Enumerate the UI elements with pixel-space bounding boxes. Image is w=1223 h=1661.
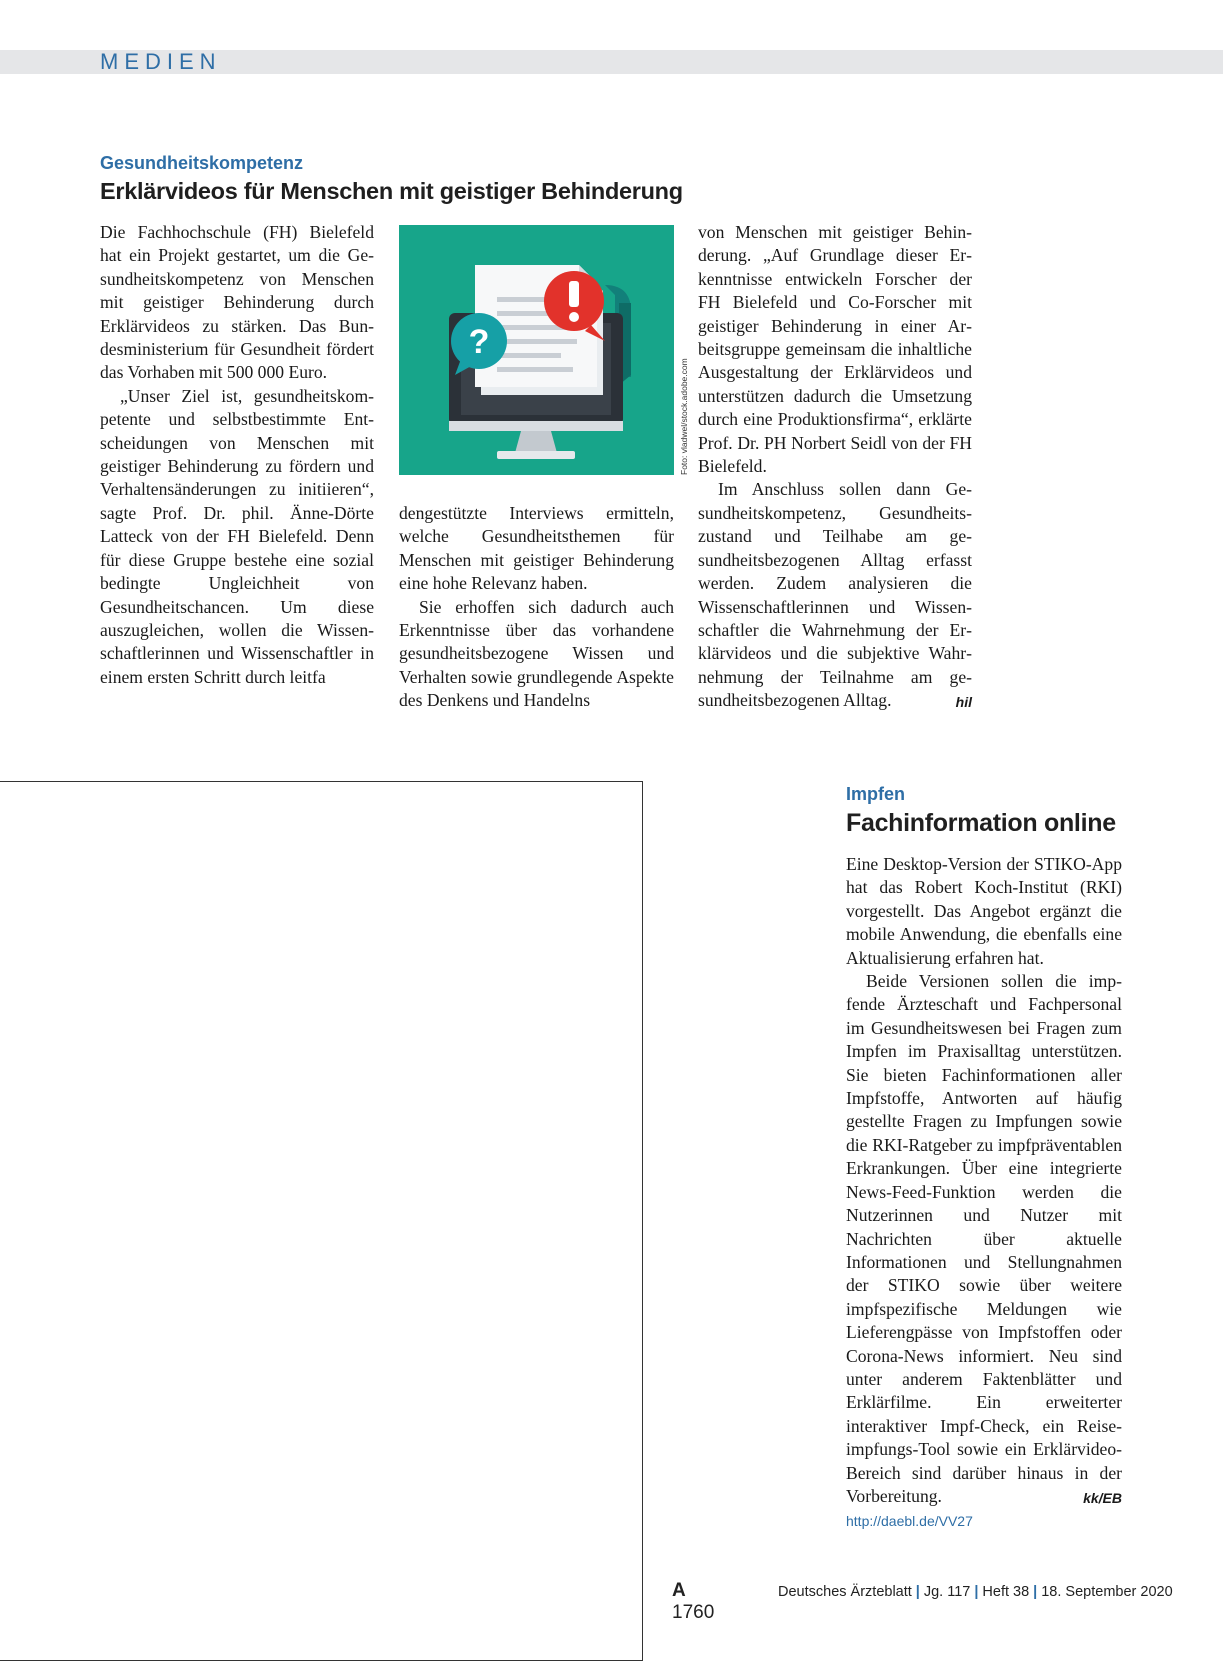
journal-issue: Heft 38 (982, 1584, 1030, 1600)
illustration-svg (399, 225, 674, 475)
article1-col1-paragraph: Die Fachhochschule (FH) Bielefeld hat ein Projekt gestartet, um die Gesundheitskompetenz von Menschen mit geistiger Behinderung durch Erklärvideos zu stärken. Das Bundesministerium für Gesundheit fördert das Vorhaben mit 500 000 Euro. (100, 222, 374, 383)
image-credit-text: Foto: vladwel/stock.adobe.com (679, 358, 689, 475)
page-number (672, 1580, 714, 1624)
journal-name: Deutsches Ärzteblatt (778, 1584, 912, 1600)
article2-kicker: Impfen (846, 784, 906, 804)
section-label: MEDIEN (100, 49, 222, 74)
article2-signature: kk/EB (1083, 1489, 1122, 1506)
article1-col2-paragraph: Sie erhoffen sich dadurch auch Erkenntnisse über das vorhandene gesundheitsbezogene Wissen und Verhalten sowie grundlegende Aspekte des Denkens und Handelns (399, 596, 674, 711)
article1-col3-paragraph (698, 478, 972, 712)
journal-info: Deutsches Ärzteblatt | Jg. 117 | Heft 38 | 18. September 2020 (778, 1584, 1173, 1600)
advertisement-frame (0, 781, 643, 1661)
article1-column-1 (100, 221, 374, 689)
article1-title: Erklärvideos für Menschen mit geistiger Behinderung (100, 178, 683, 204)
article1-col2-paragraph: dengestützte Interviews ermitteln, welche Gesundheitsthemen für Menschen mit geistiger Behinderung eine hohe Relevanz haben. (399, 503, 674, 594)
journal-volume: Jg. 117 (923, 1584, 971, 1600)
image-credit (677, 360, 691, 475)
article1-column-3 (698, 221, 972, 715)
svg-text:?: ? (468, 323, 490, 361)
article1-signature: hil (955, 694, 972, 711)
article2-paragraph (846, 970, 1122, 1508)
article1-kicker: Gesundheitskompetenz (100, 153, 304, 173)
article2-text: Beide Versionen sollen die impfende Ärzteschaft und Fachpersonal im Gesundheitswesen bei Fragen zum Impfen im Praxisalltag unterstützen. Sie bieten Fachinformationen aller Impfstoffe, Antworten auf häufig gestellte Fragen zu Impfungen sowie die RKI-Ratgeber zu impfpräventablen Erkrankungen. Über eine integrierte News-Feed-Funktion werden die Nutzerinnen und Nutzer mit Nachrichten über aktuelle Informationen und Stellungnahmen der STIKO sowie über weitere impfspezifische Meldungen wie Lieferengpässe von Impfstoffen oder Corona-News informiert. Neu sind unter anderem Faktenblätter und Erklärfilme. Ein erweiterter interaktiver Impf-Check, ein Reiseimpfungs-Tool sowie ein Erklärvideo-Bereich sind darüber hinaus in der Vorbereitung. (846, 971, 1122, 1506)
article1-col3-text: Im Anschluss sollen dann Gesundheitskompetenz, Gesundheitszustand und Teilhabe am gesundheitsbezogenen Alltag erfasst werden. Zudem analysieren die Wissenschaftlerinnen und Wissenschaftler die Wahrnehmung der Erklärvideos und die subjektive Wahrnehmung der Teilnahme am gesundheitsbezogenen Alltag. (698, 479, 972, 711)
article2-title: Fachinformation online (846, 809, 1116, 837)
article1-illustration (399, 225, 674, 475)
article2-column (846, 853, 1122, 1534)
article1-col3-paragraph: von Menschen mit geistiger Behinderung. „Auf Grundlage dieser Erkenntnisse entwickeln Forscher der FH Bielefeld und Co-Forscher mit geistiger Behinderung in einer Arbeitsgruppe gemeinsam die inhaltliche Ausgestaltung der Erklärvideos und unterstützen dadurch die Umsetzung durch eine Produktionsfirma“, erklärte Prof. Dr. PH Norbert Seidl von der FH Bielefeld. (698, 222, 972, 477)
article2-link[interactable]: http://daebl.de/VV27 (846, 1513, 973, 1530)
article1-col1-paragraph: „Unser Ziel ist, gesundheitskompetente und selbstbestimmte Entscheidungen von Menschen mit geistiger Behinderung zu fördern und Verhaltensänderungen zu initiieren“, sagte Prof. Dr. phil. Änne-Dörte Latteck von der FH Bielefeld. Denn für diese Gruppe bestehe eine sozial bedingte Ungleichheit von Gesundheitschancen. Um diese auszugleichen, wollen die Wissenschaftlerinnen und Wissenschaftler in einem ersten Schritt durch leitfa (100, 385, 374, 687)
article1-column-2 (399, 502, 674, 713)
article2-paragraph: Eine Desktop-Version der STIKO-App hat das Robert Koch-Institut (RKI) vorgestellt. Das Angebot ergänzt die mobile Anwendung, die ebenfalls eine Aktualisierung erfahren hat. (846, 854, 1122, 968)
journal-date: 18. September 2020 (1041, 1584, 1173, 1600)
page-prefix: A (672, 1580, 686, 1601)
page-number-value: 1760 (672, 1602, 715, 1623)
